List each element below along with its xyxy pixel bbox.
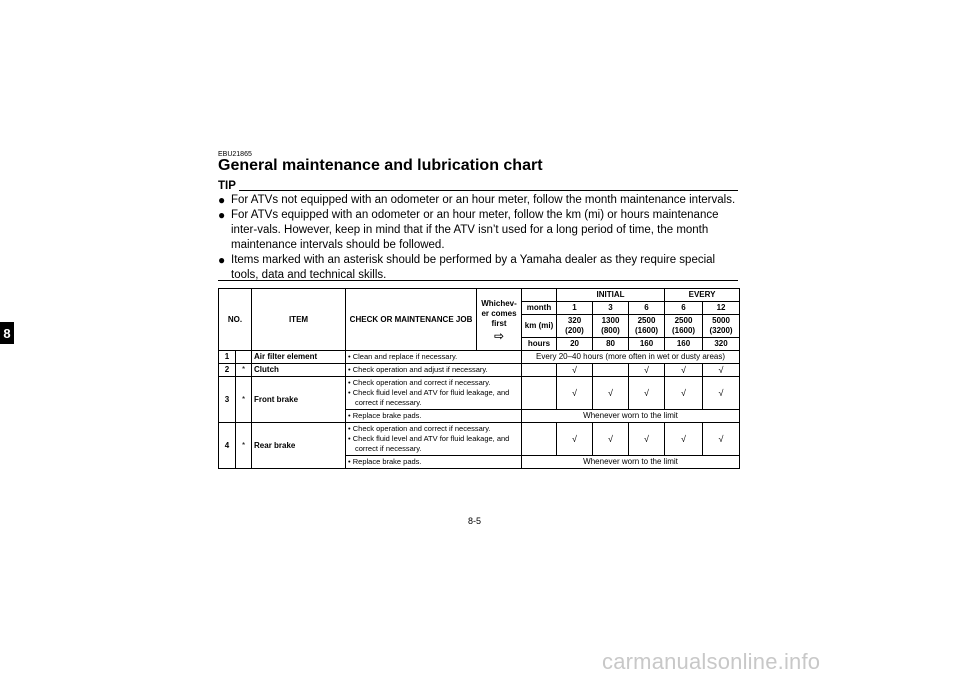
row-number: 1 bbox=[219, 351, 236, 364]
item-name: Rear brake bbox=[252, 423, 346, 469]
arrow-right-icon: ⇨ bbox=[493, 328, 505, 343]
row-number: 4 bbox=[219, 423, 236, 469]
interval-note: Whenever worn to the limit bbox=[522, 410, 740, 423]
task-line: • Check fluid level and ATV for fluid leakage, and correct if necessary. bbox=[348, 434, 510, 453]
check-mark: √ bbox=[665, 377, 703, 410]
check-mark: √ bbox=[629, 423, 665, 456]
asterisk-mark: * bbox=[236, 377, 252, 423]
check-mark: √ bbox=[703, 377, 740, 410]
task-text bbox=[346, 423, 522, 456]
header-blank bbox=[522, 289, 557, 302]
item-name: Air filter element bbox=[252, 351, 346, 364]
chapter-number: 8 bbox=[3, 325, 11, 341]
header-whichever bbox=[477, 289, 522, 351]
check-mark: √ bbox=[557, 423, 593, 456]
check-mark: √ bbox=[665, 423, 703, 456]
interval-value: 1 bbox=[557, 302, 593, 315]
whichever-label: Whichev-er comes first bbox=[481, 298, 517, 328]
unit-label: hours bbox=[522, 338, 557, 351]
task-text bbox=[346, 377, 522, 410]
chapter-tab bbox=[0, 322, 14, 344]
tip-list bbox=[218, 193, 738, 283]
row-number: 2 bbox=[219, 364, 236, 377]
tip-item: ● For ATVs equipped with an odometer or an hour meter, follow the km (mi) or hours maintenance inter-vals. However, keep in mind that if the ATV isn’t used for a long period of time, the month maintenance intervals should be followed. bbox=[218, 208, 719, 251]
blank-cell bbox=[522, 423, 557, 456]
interval-value: 1300 (800) bbox=[593, 315, 629, 338]
tip-rule bbox=[218, 190, 738, 191]
item-name: Front brake bbox=[252, 377, 346, 423]
blank-cell bbox=[522, 364, 557, 377]
interval-value: 3 bbox=[593, 302, 629, 315]
header-every: EVERY bbox=[665, 289, 740, 302]
bullet-icon: ● bbox=[218, 193, 226, 207]
interval-value: 6 bbox=[629, 302, 665, 315]
tip-item: ● For ATVs not equipped with an odometer or an hour meter, follow the month maintenance intervals. bbox=[218, 193, 736, 207]
header-row bbox=[219, 289, 740, 302]
interval-value: 2500 (1600) bbox=[665, 315, 703, 338]
interval-value: 20 bbox=[557, 338, 593, 351]
table-row bbox=[219, 351, 740, 364]
task-line: • Check fluid level and ATV for fluid leakage, and correct if necessary. bbox=[348, 388, 510, 407]
interval-value: 5000 (3200) bbox=[703, 315, 740, 338]
interval-value: 320 bbox=[703, 338, 740, 351]
task-line: • Check operation and correct if necessary. bbox=[348, 378, 491, 387]
header-item: ITEM bbox=[252, 289, 346, 351]
tip-item: ● Items marked with an asterisk should be performed by a Yamaha dealer as they require special tools, data and technical skills. bbox=[218, 253, 716, 281]
asterisk-mark: * bbox=[236, 364, 252, 377]
check-mark: √ bbox=[593, 423, 629, 456]
check-mark: √ bbox=[629, 377, 665, 410]
interval-value: 6 bbox=[665, 302, 703, 315]
task-text: • Clean and replace if necessary. bbox=[346, 351, 522, 364]
interval-value: 80 bbox=[593, 338, 629, 351]
interval-note: Whenever worn to the limit bbox=[522, 456, 740, 469]
interval-note: Every 20–40 hours (more often in wet or dusty areas) bbox=[522, 351, 740, 364]
interval-value: 160 bbox=[665, 338, 703, 351]
tip-end-rule bbox=[218, 280, 738, 281]
blank-cell bbox=[522, 377, 557, 410]
task-text: • Replace brake pads. bbox=[346, 456, 522, 469]
bullet-icon: ● bbox=[218, 253, 226, 267]
interval-value: 12 bbox=[703, 302, 740, 315]
interval-value: 2500 (1600) bbox=[629, 315, 665, 338]
header-job: CHECK OR MAINTENANCE JOB bbox=[346, 289, 477, 351]
page-title: General maintenance and lubrication chart bbox=[218, 157, 543, 174]
check-mark: √ bbox=[557, 364, 593, 377]
table-row bbox=[219, 377, 740, 410]
header-initial: INITIAL bbox=[557, 289, 665, 302]
bullet-icon: ● bbox=[218, 208, 226, 222]
task-text: • Check operation and adjust if necessary. bbox=[346, 364, 522, 377]
check-mark: √ bbox=[557, 377, 593, 410]
document-code: EBU21865 bbox=[218, 151, 252, 158]
interval-value: 320 (200) bbox=[557, 315, 593, 338]
unit-label: km (mi) bbox=[522, 315, 557, 338]
check-mark: √ bbox=[629, 364, 665, 377]
table-row bbox=[219, 364, 740, 377]
check-mark: √ bbox=[593, 377, 629, 410]
header-no: NO. bbox=[219, 289, 252, 351]
item-name: Clutch bbox=[252, 364, 346, 377]
task-text: • Replace brake pads. bbox=[346, 410, 522, 423]
page-number: 8-5 bbox=[468, 516, 482, 526]
check-mark: √ bbox=[665, 364, 703, 377]
asterisk-mark bbox=[236, 351, 252, 364]
unit-label: month bbox=[522, 302, 557, 315]
row-number: 3 bbox=[219, 377, 236, 423]
tip-label: TIP bbox=[218, 180, 239, 192]
watermark: carmanualsonline.info bbox=[602, 649, 821, 674]
maintenance-chart bbox=[218, 288, 740, 469]
asterisk-mark: * bbox=[236, 423, 252, 469]
check-mark bbox=[593, 364, 629, 377]
interval-value: 160 bbox=[629, 338, 665, 351]
check-mark: √ bbox=[703, 423, 740, 456]
table-row bbox=[219, 423, 740, 456]
task-line: • Check operation and correct if necessary. bbox=[348, 424, 491, 433]
check-mark: √ bbox=[703, 364, 740, 377]
